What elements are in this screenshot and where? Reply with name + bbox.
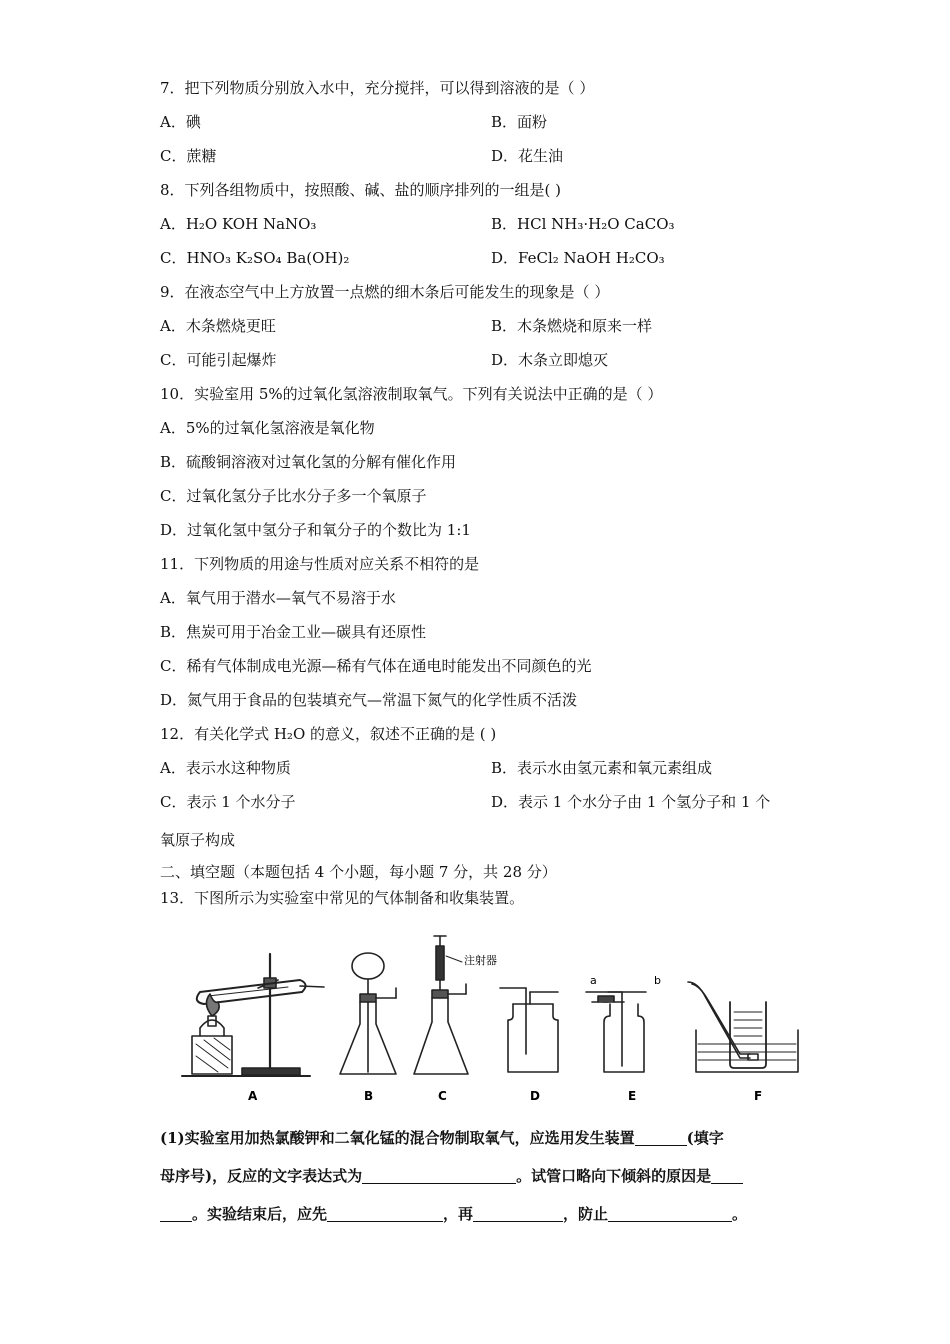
apparatus-e-two-port-bottle [586,992,646,1072]
apparatus-a-heating-setup [182,954,324,1076]
section-2-heading: 二、填空题（本题包括 4 个小题，每小题 7 分，共 28 分） [160,863,557,881]
q12-option-d-continuation: 氧原子构成 [160,831,236,849]
question-10-stem: 10．实验室用 5%的过氧化氢溶液制取氧气。下列有关说法中正确的是（ ） [160,385,663,403]
label-c: C [438,1089,447,1103]
q13-part1-text2: (填字 [686,1129,724,1147]
q12-option-b: B．表示水由氢元素和氧元素组成 [491,759,713,777]
q8-option-c: C．HNO₃ K₂SO₄ Ba(OH)₂ [160,249,350,267]
q8-option-d: D．FeCl₂ NaOH H₂CO₃ [491,249,665,267]
q13-part1-text5: 。实验结束后，应先 [192,1205,328,1223]
label-a: A [248,1089,258,1103]
q13-part1-line1 [160,1128,724,1148]
answer-blank-equation[interactable] [362,1167,516,1184]
apparatus-figure [178,932,808,1107]
q11-option-b: B．焦炭可用于冶金工业—碳具有还原性 [160,623,427,641]
q9-option-d: D．木条立即熄灭 [491,351,609,369]
q8-option-a: A．H₂O KOH NaNO₃ [160,215,317,233]
port-a-label: a [590,974,597,987]
q11-option-d: D．氮气用于食品的包装填充气—常温下氮气的化学性质不活泼 [160,691,578,709]
q11-option-c: C．稀有气体制成电光源—稀有气体在通电时能发出不同颜色的光 [160,657,592,675]
q7-option-a: A．碘 [160,113,201,131]
label-d: D [530,1089,540,1103]
apparatus-c-flask-syringe [414,936,468,1074]
label-b: B [364,1089,374,1103]
question-7-stem: 7．把下列物质分别放入水中，充分搅拌，可以得到溶液的是（ ） [160,79,595,97]
q9-option-a: A．木条燃烧更旺 [160,317,276,335]
answer-blank-reason-part2[interactable] [160,1205,192,1222]
q13-part1-text4: 。试管口略向下倾斜的原因是 [516,1167,712,1185]
q13-part1-line3 [160,1204,747,1224]
question-9-stem: 9．在液态空气中上方放置一点燃的细木条后可能发生的现象是（ ） [160,283,610,301]
question-13-stem: 13．下图所示为实验室中常见的气体制备和收集装置。 [160,889,525,907]
answer-blank-reason-part1[interactable] [711,1167,743,1184]
q9-option-c: C．可能引起爆炸 [160,351,277,369]
apparatus-d-collecting-bottle [500,988,558,1072]
q10-option-b: B．硫酸铜溶液对过氧化氢的分解有催化作用 [160,453,457,471]
q10-option-a: A．5%的过氧化氢溶液是氧化物 [160,419,375,437]
q13-part1-text7: ，防止 [563,1205,609,1223]
answer-blank-device[interactable] [635,1129,687,1146]
apparatus-diagram [178,932,808,1107]
q10-option-d: D．过氧化氢中氢分子和氧分子的个数比为 1:1 [160,521,471,539]
answer-blank-prevent[interactable] [608,1205,732,1222]
question-8-stem: 8．下列各组物质中，按照酸、碱、盐的顺序排列的一组是( ) [160,181,562,199]
q13-part1-text6: ，再 [443,1205,474,1223]
q9-option-b: B．木条燃烧和原来一样 [491,317,653,335]
q13-part1-line2 [160,1166,743,1186]
syringe-label: 注射器 [464,954,497,967]
port-b-label: b [654,974,661,987]
apparatus-f-water-trough [688,982,798,1072]
q7-option-c: C．蔗糖 [160,147,217,165]
answer-blank-second-step[interactable] [473,1205,563,1222]
answer-blank-first-step[interactable] [327,1205,443,1222]
apparatus-b-flask-funnel [340,953,396,1074]
q12-option-d: D．表示 1 个水分子由 1 个氢分子和 1 个 [491,793,771,811]
q8-option-b: B．HCl NH₃·H₂O CaCO₃ [491,215,675,233]
q13-part1-text1: (1)实验室用加热氯酸钾和二氧化锰的混合物制取氧气，应选用发生装置 [160,1129,635,1147]
q11-option-a: A．氧气用于潜水—氧气不易溶于水 [160,589,396,607]
label-e: E [628,1089,637,1103]
question-12-stem: 12．有关化学式 H₂O 的意义，叙述不正确的是 ( ) [160,725,497,743]
q13-part1-text8: 。 [732,1205,748,1223]
q10-option-c: C．过氧化氢分子比水分子多一个氧原子 [160,487,427,505]
q7-option-b: B．面粉 [491,113,548,131]
q12-option-c: C．表示 1 个水分子 [160,793,296,811]
q7-option-d: D．花生油 [491,147,564,165]
q13-part1-text3: 母序号)，反应的文字表达式为 [160,1167,363,1185]
q12-option-a: A．表示水这种物质 [160,759,291,777]
question-11-stem: 11．下列物质的用途与性质对应关系不相符的是 [160,555,480,573]
label-f: F [754,1089,763,1103]
